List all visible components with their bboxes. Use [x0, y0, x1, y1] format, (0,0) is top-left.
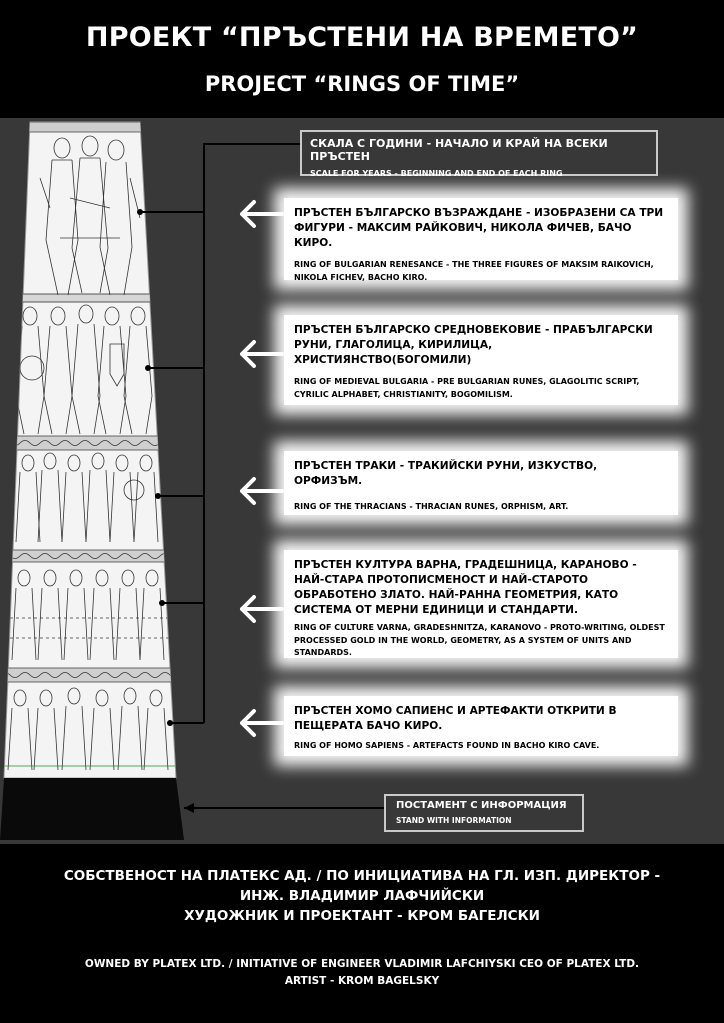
footer-credits-bg: [0, 866, 724, 926]
stand-title-en: STAND WITH INFORMATION: [396, 816, 512, 825]
footer-bg-line2: ИНЖ. ВЛАДИМИР ЛАФЧИЙСКИ: [239, 888, 485, 904]
main-panel: [0, 118, 724, 844]
ring-title-en: RING OF MEDIEVAL BULGARIA - PRE BULGARIAN RUNES, GLAGOLITIC SCRIPT, CYRILIC ALPHABET, CHRISTIANITY, BOGOMILISM.: [294, 377, 640, 399]
footer-bg-line1: СОБСТВЕНОСТ НА ПЛАТЕКС АД. / ПО ИНИЦИАТИВА НА ГЛ. ИЗП. ДИРЕКТОР -: [63, 868, 661, 884]
arrow-left-icon: [236, 594, 284, 624]
ring-title-en: RING OF BULGARIAN RENESANCE - THE THREE FIGURES OF MAKSIM RAIKOVICH, NIKOLA FICHEV, BACHO KIRO.: [294, 260, 654, 282]
scale-box: [300, 130, 658, 176]
title-english: PROJECT “RINGS OF TIME”: [204, 72, 520, 96]
stand-title-bg: ПОСТАМЕНТ С ИНФОРМАЦИЯ: [396, 800, 567, 811]
ring-card-homo-sapiens: [284, 696, 678, 756]
ring-title-en: RING OF HOMO SAPIENS - ARTEFACTS FOUND IN BACHO KIRO CAVE.: [294, 741, 600, 750]
arrow-left-icon: [236, 199, 284, 229]
arrow-left-icon: [236, 708, 284, 738]
arrow-left-icon: [236, 476, 284, 506]
ring-card-medieval: [284, 315, 678, 405]
stand-box: [384, 794, 584, 832]
footer-credits-en: [0, 956, 724, 990]
footer-en-line1: OWNED BY PLATEX LTD. / INITIATIVE OF ENGINEER VLADIMIR LAFCHIYSKI CEO OF PLATEX LTD.: [84, 958, 640, 970]
ring-card-varna: [284, 550, 678, 658]
header: [0, 0, 724, 118]
footer-bg-line3: ХУДОЖНИК И ПРОЕКТАНТ - КРОМ БАГЕЛСКИ: [184, 908, 540, 924]
ring-card-thracians: [284, 451, 678, 515]
ring-title-bg: ПРЪСТЕН ТРАКИ - ТРАКИЙСКИ РУНИ, ИЗКУСТВО, ОРФИЗЪМ.: [294, 460, 598, 487]
ring-title-en: RING OF THE THRACIANS - THRACIAN RUNES, ORPHISM, ART.: [294, 502, 569, 511]
footer: [0, 844, 724, 1023]
scale-title-en: SCALE FOR YEARS - BEGINNING AND END OF EACH RING: [310, 169, 563, 178]
arrow-left-icon: [236, 339, 284, 369]
ring-title-bg: ПРЪСТЕН БЪЛГАРСКО СРЕДНОВЕКОВИЕ - ПРАБЪЛГАРСКИ РУНИ, ГЛАГОЛИЦА, КИРИЛИЦА, ХРИСТИЯНСТВО(БОГОМИЛИ): [294, 324, 653, 366]
ring-title-bg: ПРЪСТЕН БЪЛГАРСКО ВЪЗРАЖДАНЕ - ИЗОБРАЗЕНИ СА ТРИ ФИГУРИ - МАКСИМ РАЙКОВИЧ, НИКОЛА ФИЧЕВ, БАЧО КИРО.: [294, 207, 664, 249]
ring-title-bg: ПРЪСТЕН ХОМО САПИЕНС И АРТЕФАКТИ ОТКРИТИ В ПЕЩЕРАТА БАЧО КИРО.: [294, 705, 617, 732]
scale-title-bg: СКАЛА С ГОДИНИ - НАЧАЛО И КРАЙ НА ВСЕКИ ПРЪСТЕН: [310, 137, 608, 163]
ring-title-en: RING OF CULTURE VARNA, GRADESHNITZA, KARANOVO - PROTO-WRITING, OLDEST PROCESSED GOLD IN THE WORLD, GEOMETRY, AS A SYSTEM OF UNITS AND STANDARDS.: [294, 623, 665, 657]
footer-en-line2: ARTIST - KROM BAGELSKY: [284, 975, 440, 987]
title-bulgarian: ПРОЕКТ “ПРЪСТЕНИ НА ВРЕМЕТО”: [85, 22, 639, 53]
ring-card-renaissance: [284, 198, 678, 280]
ring-title-bg: ПРЪСТЕН КУЛТУРА ВАРНА, ГРАДЕШНИЦА, КАРАНОВО - НАЙ-СТАРА ПРОТОПИСМЕНОСТ И НАЙ-СТАРОТО ОБРАБОТЕНО ЗЛАТО. НАЙ-РАННА ГЕОМЕТРИЯ, КАТО СИСТЕМА ОТ МЕРНИ ЕДИНИЦИ И СТАНДАРТИ.: [294, 559, 637, 616]
